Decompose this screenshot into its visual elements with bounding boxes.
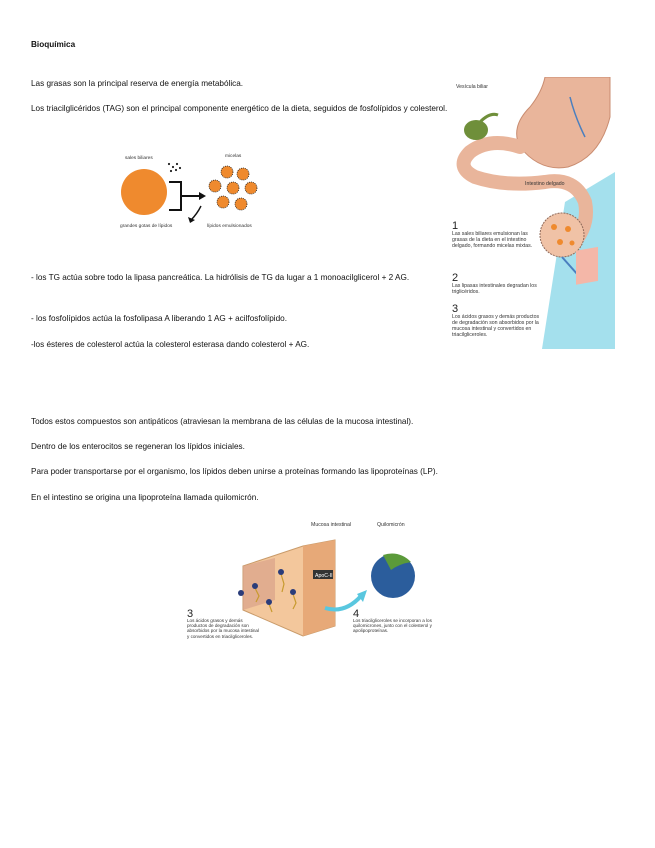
curved-arrow xyxy=(191,206,201,220)
emulsion-figure xyxy=(117,150,277,235)
chylo-step4-text: Los triacilgliceroles se incorporan a los quilomicrones, junto con el colesterol y apolipoproteínas. xyxy=(353,618,432,634)
chylo-step3-text: Los ácidos grasos y demás productos de degradación son absorbidos por la mucosa intestinal y convertidos en triacilgliceroles. xyxy=(187,618,259,639)
bile-duct xyxy=(480,114,498,122)
label-gallbladder: Vesícula biliar xyxy=(456,84,489,90)
bracket xyxy=(169,182,181,210)
emulsified-droplets xyxy=(209,166,257,210)
label-micelles: micelas xyxy=(225,154,242,159)
bullet-cholesterol: -los ésteres de colesterol actúa la colesterol esterasa dando colesterol + AG. xyxy=(31,340,310,349)
bile-salt-dots xyxy=(168,163,181,172)
curved-arrow-head xyxy=(188,217,195,223)
step2-number: 2 xyxy=(452,272,459,284)
step3-text: Los ácidos grasos y demás productos de degradación son absorbidos por la mucosa intestinal y convertidos en triacilgliceroles. xyxy=(452,314,540,338)
chylo-step4-number: 4 xyxy=(353,608,360,620)
magnified-section xyxy=(540,213,584,257)
label-apoc2: ApoC-II xyxy=(315,573,333,579)
large-lipid-droplet xyxy=(121,169,167,215)
label-large-droplets: grandes gotas de lípidos xyxy=(120,224,173,229)
paragraph-amphipathic: Todos estos compuestos son antipáticos (atraviesan la membrana de las células de la mucosa intestinal). xyxy=(31,417,414,426)
step2-text: Las lipasas intestinales degradan los triglicéridos. xyxy=(452,283,537,295)
label-mucosa: Mucosa intestinal xyxy=(311,522,352,528)
duodenum xyxy=(517,77,610,168)
label-intestine: Intestino delgado xyxy=(525,181,565,187)
gallbladder xyxy=(464,120,488,140)
arrow-head xyxy=(199,192,206,200)
document-title: Bioquímica xyxy=(31,40,76,49)
intestine-figure xyxy=(450,77,615,349)
paragraph-lipoproteins: Para poder transportarse por el organismo, los lípidos deben unirse a proteínas formando las lipoproteínas (LP). xyxy=(31,467,438,476)
bullet-phospholipids: - los fosfolípidos actúa la fosfolipasa A liberando 1 AG + acilfosfolípido. xyxy=(31,314,288,323)
chylomicron-figure xyxy=(185,518,445,646)
step1-number: 1 xyxy=(452,220,459,232)
chylo-step3-number: 3 xyxy=(187,608,194,620)
step1-text: Las sales biliares emulsionan las grasas de la dieta en el intestino delgado, formando micelas mixtas. xyxy=(452,231,533,249)
paragraph-enterocytes: Dentro de los enterocitos se regeneran los lípidos iniciales. xyxy=(31,442,245,451)
paragraph-tag: Los triacilglicéridos (TAG) son el principal componente energético de la dieta, seguidos de fosfolípidos y colesterol. xyxy=(31,104,448,113)
bullet-tg: - los TG actúa sobre todo la lipasa pancreática. La hidrólisis de TG da lugar a 1 monoacilglicerol + 2 AG. xyxy=(31,273,410,282)
villus-block xyxy=(576,247,598,285)
paragraph-fat-reserve: Las grasas son la principal reserva de energía metabólica. xyxy=(31,79,244,88)
mucosa-side xyxy=(303,540,335,636)
step3-number: 3 xyxy=(452,303,459,315)
label-bile-salts: sales biliares xyxy=(125,156,153,161)
label-chylomicron: Quilomicrón xyxy=(377,522,405,528)
label-emulsified: lípidos emulsionados xyxy=(207,224,252,229)
paragraph-chylomicron: En el intestino se origina una lipoproteína llamada quilomicrón. xyxy=(31,493,259,502)
